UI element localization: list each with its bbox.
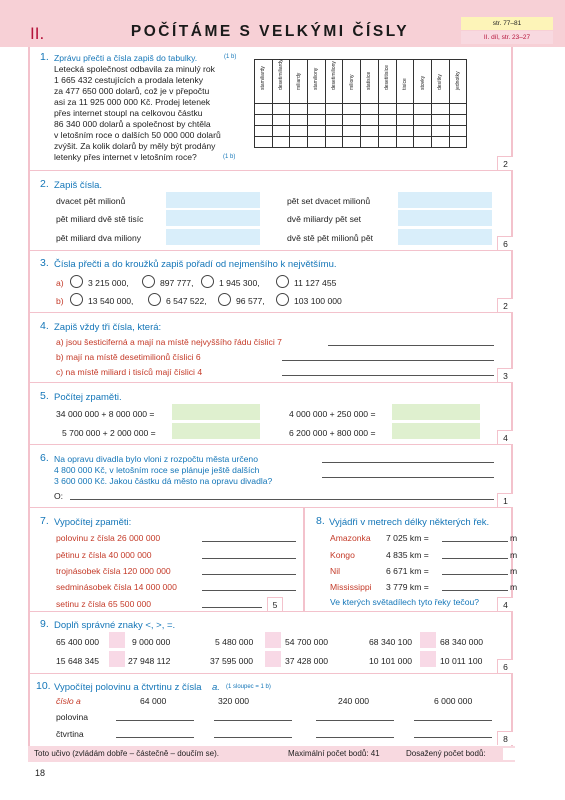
instruction: Vypočítej zpaměti: bbox=[54, 517, 132, 528]
page-header bbox=[0, 0, 565, 47]
prompt-text: dvacet pět milionů bbox=[56, 196, 126, 206]
number: 15 648 345 bbox=[56, 656, 100, 666]
task-item: setinu z čísla 65 500 000 bbox=[56, 599, 152, 609]
exercise-number: 4. bbox=[40, 320, 49, 332]
score-box: 2 bbox=[497, 156, 513, 170]
order-circle[interactable] bbox=[70, 275, 83, 288]
answer-box[interactable] bbox=[392, 404, 480, 420]
number: 37 595 000 bbox=[210, 656, 254, 666]
achieved-points-box[interactable] bbox=[503, 748, 531, 760]
compare-box[interactable] bbox=[109, 632, 125, 648]
order-circle[interactable] bbox=[276, 293, 289, 306]
instruction: Doplň správné znaky <, >, =. bbox=[54, 620, 176, 631]
river-length: 3 779 km = bbox=[386, 582, 429, 592]
number: 65 400 000 bbox=[56, 637, 100, 647]
equation: 5 700 000 + 2 000 000 = bbox=[62, 428, 156, 438]
equation: 4 000 000 + 250 000 = bbox=[289, 409, 376, 419]
river-length: 4 835 km = bbox=[386, 550, 429, 560]
value: 6 000 000 bbox=[434, 696, 473, 706]
prompt-text: dvě miliardy pět set bbox=[287, 214, 362, 224]
answer-line[interactable] bbox=[202, 558, 296, 559]
exercise-number: 1. bbox=[40, 51, 49, 63]
answer-line[interactable] bbox=[316, 720, 394, 721]
page-title: POČÍTÁME S VELKÝMI ČÍSLY bbox=[130, 23, 410, 40]
value: 240 000 bbox=[338, 696, 370, 706]
river-name: Amazonka bbox=[330, 533, 371, 543]
variable-name: a. bbox=[212, 682, 220, 693]
label-b: b) bbox=[56, 296, 64, 306]
answer-box[interactable] bbox=[398, 210, 492, 226]
achieved-points-label: Dosažený počet bodů: bbox=[406, 749, 486, 758]
word-problem-line: Na opravu divadla bylo vloni z rozpočtu města určeno bbox=[54, 454, 258, 464]
prompt-text: dvě stě pět milionů pět bbox=[287, 233, 373, 243]
row-label: čtvrtina bbox=[56, 729, 84, 739]
text-line: 86 340 000 dolarů a společnost by chtěla bbox=[54, 119, 211, 129]
compare-box[interactable] bbox=[420, 632, 436, 648]
score-box: 6 bbox=[497, 659, 513, 673]
order-circle[interactable] bbox=[70, 293, 83, 306]
text-line: 1 665 432 cestujících a prodala letenky bbox=[54, 75, 204, 85]
answer-box[interactable] bbox=[166, 229, 260, 245]
number: 11 127 455 bbox=[294, 278, 337, 288]
number: 54 700 000 bbox=[285, 637, 329, 647]
score-box: 4 bbox=[497, 430, 513, 444]
number: 3 215 000, bbox=[88, 278, 129, 288]
number: 897 777, bbox=[160, 278, 194, 288]
prompt-text: pět miliard dvě stě tisíc bbox=[56, 214, 144, 224]
answer-line[interactable] bbox=[442, 590, 508, 591]
number: 68 340 000 bbox=[440, 637, 484, 647]
number: 5 480 000 bbox=[215, 637, 254, 647]
answer-line[interactable] bbox=[214, 737, 292, 738]
equation: 6 200 000 + 800 000 = bbox=[289, 428, 376, 438]
text-line: Letecká společnost odbavila za minulý rok bbox=[54, 64, 215, 74]
answer-box[interactable] bbox=[166, 192, 260, 208]
exercise-number: 10. bbox=[36, 680, 51, 692]
exercise-number: 2. bbox=[40, 178, 49, 190]
answer-line[interactable] bbox=[202, 607, 262, 608]
points-note: (1 b) bbox=[224, 54, 237, 60]
instruction: Vypočítej polovinu a čtvrtinu z čísla bbox=[54, 682, 202, 693]
task-c: c) na místě miliard i tisíců mají číslici 4 bbox=[56, 367, 203, 377]
compare-box[interactable] bbox=[265, 632, 281, 648]
max-points: Maximální počet bodů: 41 bbox=[288, 749, 380, 758]
exercise-number: 3. bbox=[40, 257, 49, 269]
instruction: Počítej zpaměti. bbox=[54, 392, 122, 403]
equation: 34 000 000 + 8 000 000 = bbox=[56, 409, 155, 419]
score-box: 3 bbox=[497, 368, 513, 382]
task-item: sedminásobek čísla 14 000 000 bbox=[56, 582, 177, 592]
answer-box[interactable] bbox=[392, 423, 480, 439]
answer-box[interactable] bbox=[166, 210, 260, 226]
word-problem-line: 3 600 000 Kč. Jakou částku dá město na opravu divadla? bbox=[54, 476, 273, 486]
number: 10 101 000 bbox=[369, 656, 413, 666]
label-a: a) bbox=[56, 278, 64, 288]
answer-box[interactable] bbox=[172, 404, 260, 420]
number: 96 577, bbox=[236, 296, 265, 306]
follow-up-question: Ve kterých světadílech tyto řeky tečou? bbox=[330, 597, 480, 607]
answer-box[interactable] bbox=[398, 192, 492, 208]
order-circle[interactable] bbox=[201, 275, 214, 288]
number: 10 011 100 bbox=[440, 656, 483, 666]
unit: m bbox=[510, 582, 518, 592]
chapter-number: II. bbox=[30, 24, 45, 43]
value: 64 000 bbox=[140, 696, 167, 706]
score-box: 5 bbox=[267, 597, 283, 611]
answer-line[interactable] bbox=[442, 541, 508, 542]
answer-line[interactable] bbox=[282, 360, 494, 361]
text-line: zvýšit. Za kolik dolarů by měly být prodány bbox=[54, 141, 216, 151]
row-label: polovina bbox=[56, 712, 89, 722]
workbook-reference: II. díl, str. 23–27 bbox=[461, 31, 553, 44]
answer-box[interactable] bbox=[172, 423, 260, 439]
number: 9 000 000 bbox=[132, 637, 171, 647]
number: 103 100 000 bbox=[294, 296, 342, 306]
task-a: a) jsou šesticiferná a mají na místě nejvyššího řádu číslici 7 bbox=[56, 337, 282, 347]
compare-box[interactable] bbox=[265, 651, 281, 667]
text-line: asi za 11 925 000 000 Kč. Prodej letenek bbox=[54, 97, 211, 107]
page-number: 18 bbox=[35, 768, 46, 778]
value: 320 000 bbox=[218, 696, 250, 706]
answer-line[interactable] bbox=[202, 541, 296, 542]
textbook-reference: str. 77–81 bbox=[461, 17, 553, 30]
prompt-text: pět miliard dva miliony bbox=[56, 233, 142, 243]
unit: m bbox=[510, 533, 518, 543]
river-name: Mississippi bbox=[330, 582, 372, 592]
task-b: b) mají na místě desetimilionů číslici 6 bbox=[56, 352, 201, 362]
instruction: Čísla přečti a do kroužků zapiš pořadí od nejmenšího k největšímu. bbox=[54, 259, 337, 270]
answer-line[interactable] bbox=[414, 720, 492, 721]
instruction: Zprávu přečti a čísla zapiš do tabulky. bbox=[54, 53, 198, 63]
answer-line[interactable] bbox=[442, 558, 508, 559]
exercise-number: 5. bbox=[40, 390, 49, 402]
instruction: Vyjádři v metrech délky některých řek. bbox=[329, 517, 490, 528]
unit: m bbox=[510, 566, 518, 576]
points-note: (1 b) bbox=[223, 154, 236, 160]
answer-line[interactable] bbox=[442, 574, 508, 575]
place-value-table[interactable]: stamiliardy desetimiliardy miliardy stamiliony desetimiliony miliony statisíce desetitisíce tisíce stovky desítky jednotky bbox=[254, 59, 467, 148]
exercise-number: 6. bbox=[40, 452, 49, 464]
work-line[interactable] bbox=[322, 462, 494, 463]
points-note: (1 sloupec = 1 b) bbox=[226, 684, 271, 690]
answer-line[interactable] bbox=[214, 720, 292, 721]
answer-line[interactable] bbox=[70, 499, 494, 500]
number: 13 540 000, bbox=[88, 296, 134, 306]
footer-bar bbox=[28, 746, 515, 762]
answer-line[interactable] bbox=[116, 720, 194, 721]
word-problem-line: 4 800 000 Kč, v letošním roce se plánuje ještě dalších bbox=[54, 465, 260, 475]
task-item: pětinu z čísla 40 000 000 bbox=[56, 550, 152, 560]
column-divider bbox=[303, 508, 305, 612]
river-length: 7 025 km = bbox=[386, 533, 429, 543]
number: 37 428 000 bbox=[285, 656, 329, 666]
work-line[interactable] bbox=[322, 477, 494, 478]
answer-label: O: bbox=[54, 491, 64, 501]
answer-line[interactable] bbox=[202, 590, 296, 591]
exercise-number: 7. bbox=[40, 515, 49, 527]
text-line: přes internet stoupl na celkovou částku bbox=[54, 108, 203, 118]
answer-line[interactable] bbox=[414, 737, 492, 738]
text-line: v letošním roce o dalších 50 000 000 dolarů bbox=[54, 130, 221, 140]
exercise-number: 8. bbox=[316, 515, 325, 527]
instruction: Zapiš čísla. bbox=[54, 180, 103, 191]
answer-box[interactable] bbox=[398, 229, 492, 245]
instruction: Zapiš vždy tři čísla, která: bbox=[54, 322, 162, 333]
number: 1 945 300, bbox=[219, 278, 260, 288]
score-box: 1 bbox=[497, 493, 513, 507]
river-name: Nil bbox=[330, 566, 341, 576]
river-length: 6 671 km = bbox=[386, 566, 429, 576]
text-line: letenky přes internet v letošním roce? bbox=[54, 152, 197, 162]
answer-line[interactable] bbox=[316, 737, 394, 738]
order-circle[interactable] bbox=[276, 275, 289, 288]
unit: m bbox=[510, 550, 518, 560]
row-label: číslo a bbox=[56, 696, 81, 706]
number: 27 948 112 bbox=[128, 656, 171, 666]
score-box: 2 bbox=[497, 298, 513, 312]
number: 68 340 100 bbox=[369, 637, 413, 647]
river-name: Kongo bbox=[330, 550, 355, 560]
answer-line[interactable] bbox=[282, 375, 494, 376]
order-circle[interactable] bbox=[148, 293, 161, 306]
order-circle[interactable] bbox=[218, 293, 231, 306]
order-circle[interactable] bbox=[142, 275, 155, 288]
answer-line[interactable] bbox=[116, 737, 194, 738]
task-item: trojnásobek čísla 120 000 000 bbox=[56, 566, 171, 576]
task-item: polovinu z čísla 26 000 000 bbox=[56, 533, 161, 543]
answer-line[interactable] bbox=[202, 574, 296, 575]
number: 6 547 522, bbox=[166, 296, 207, 306]
compare-box[interactable] bbox=[109, 651, 125, 667]
score-box: 6 bbox=[497, 236, 513, 250]
self-assessment: Toto učivo (zvládám dobře – částečně – doučím se). bbox=[34, 749, 219, 758]
compare-box[interactable] bbox=[420, 651, 436, 667]
text-line: za 477 650 000 dolarů, což je v přepočtu bbox=[54, 86, 210, 96]
prompt-text: pět set dvacet milionů bbox=[287, 196, 371, 206]
exercise-number: 9. bbox=[40, 618, 49, 630]
answer-line[interactable] bbox=[328, 345, 494, 346]
score-box: 4 bbox=[497, 597, 513, 611]
score-box: 8 bbox=[497, 731, 513, 745]
